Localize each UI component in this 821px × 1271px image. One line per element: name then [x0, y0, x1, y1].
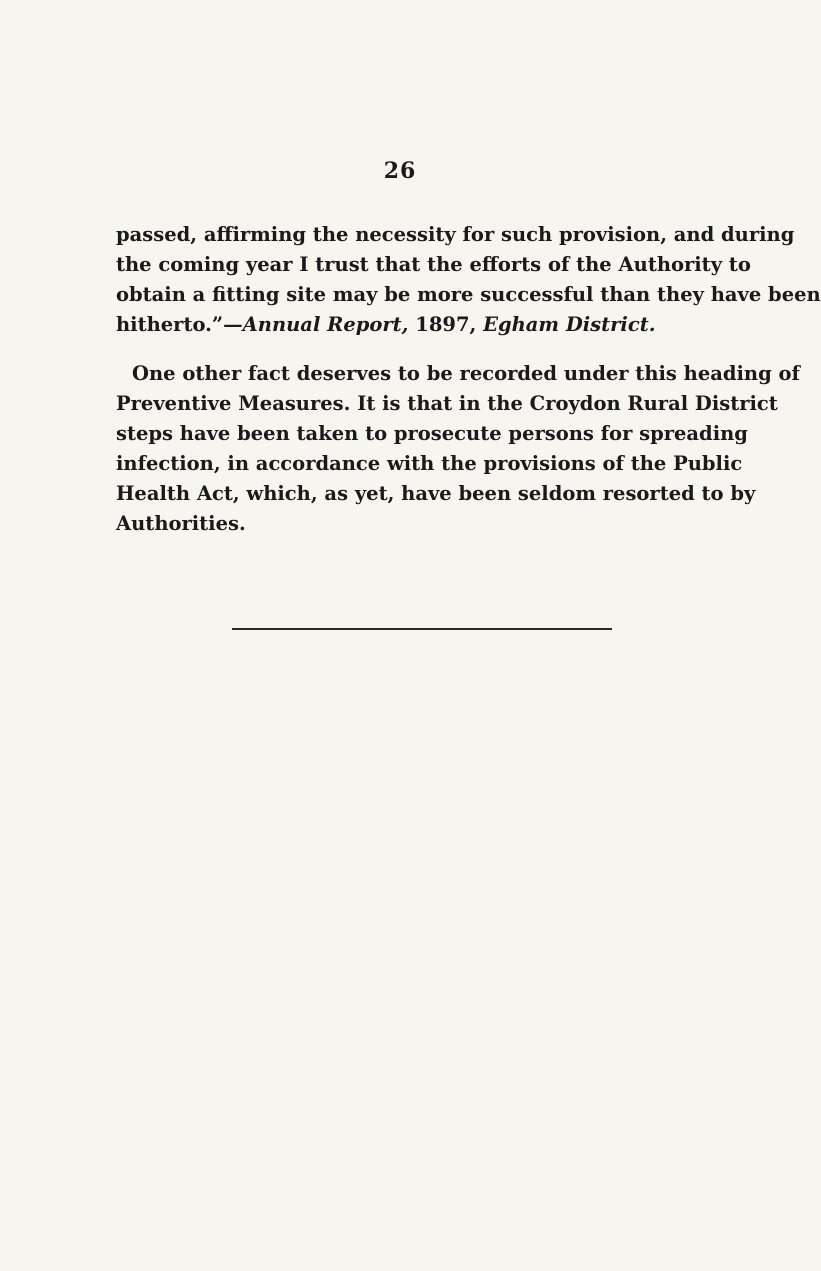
paragraph-line: obtain a fitting site may be more successful than they have been: [116, 283, 821, 306]
citation-source: Annual Report,: [242, 313, 409, 336]
quote-end-text: hitherto.”—: [116, 313, 243, 336]
paragraph-line: Preventive Measures. It is that in the Croydon Rural District: [116, 392, 778, 415]
citation-year: 1897,: [408, 313, 484, 336]
paragraph-line: steps have been taken to prosecute persons for spreading: [116, 422, 748, 445]
page-number: 26: [383, 158, 417, 184]
paragraph-preventive-measures: [116, 359, 800, 539]
paragraph-continued: [116, 220, 821, 340]
paragraph-line: infection, in accordance with the provisions of the Public: [116, 452, 743, 475]
paragraph-line-citation: [116, 310, 700, 340]
section-divider-rule: [232, 628, 612, 630]
citation-district: Egham District.: [483, 313, 656, 336]
paragraph-line: passed, affirming the necessity for such provision, and during: [116, 223, 795, 246]
paragraph-line: Health Act, which, as yet, have been seldom resorted to by: [116, 482, 756, 505]
paragraph-line: the coming year I trust that the efforts of the Authority to: [116, 253, 751, 276]
paragraph-line: One other fact deserves to be recorded under this heading of: [132, 362, 800, 385]
paragraph-line: Authorities.: [116, 512, 246, 535]
